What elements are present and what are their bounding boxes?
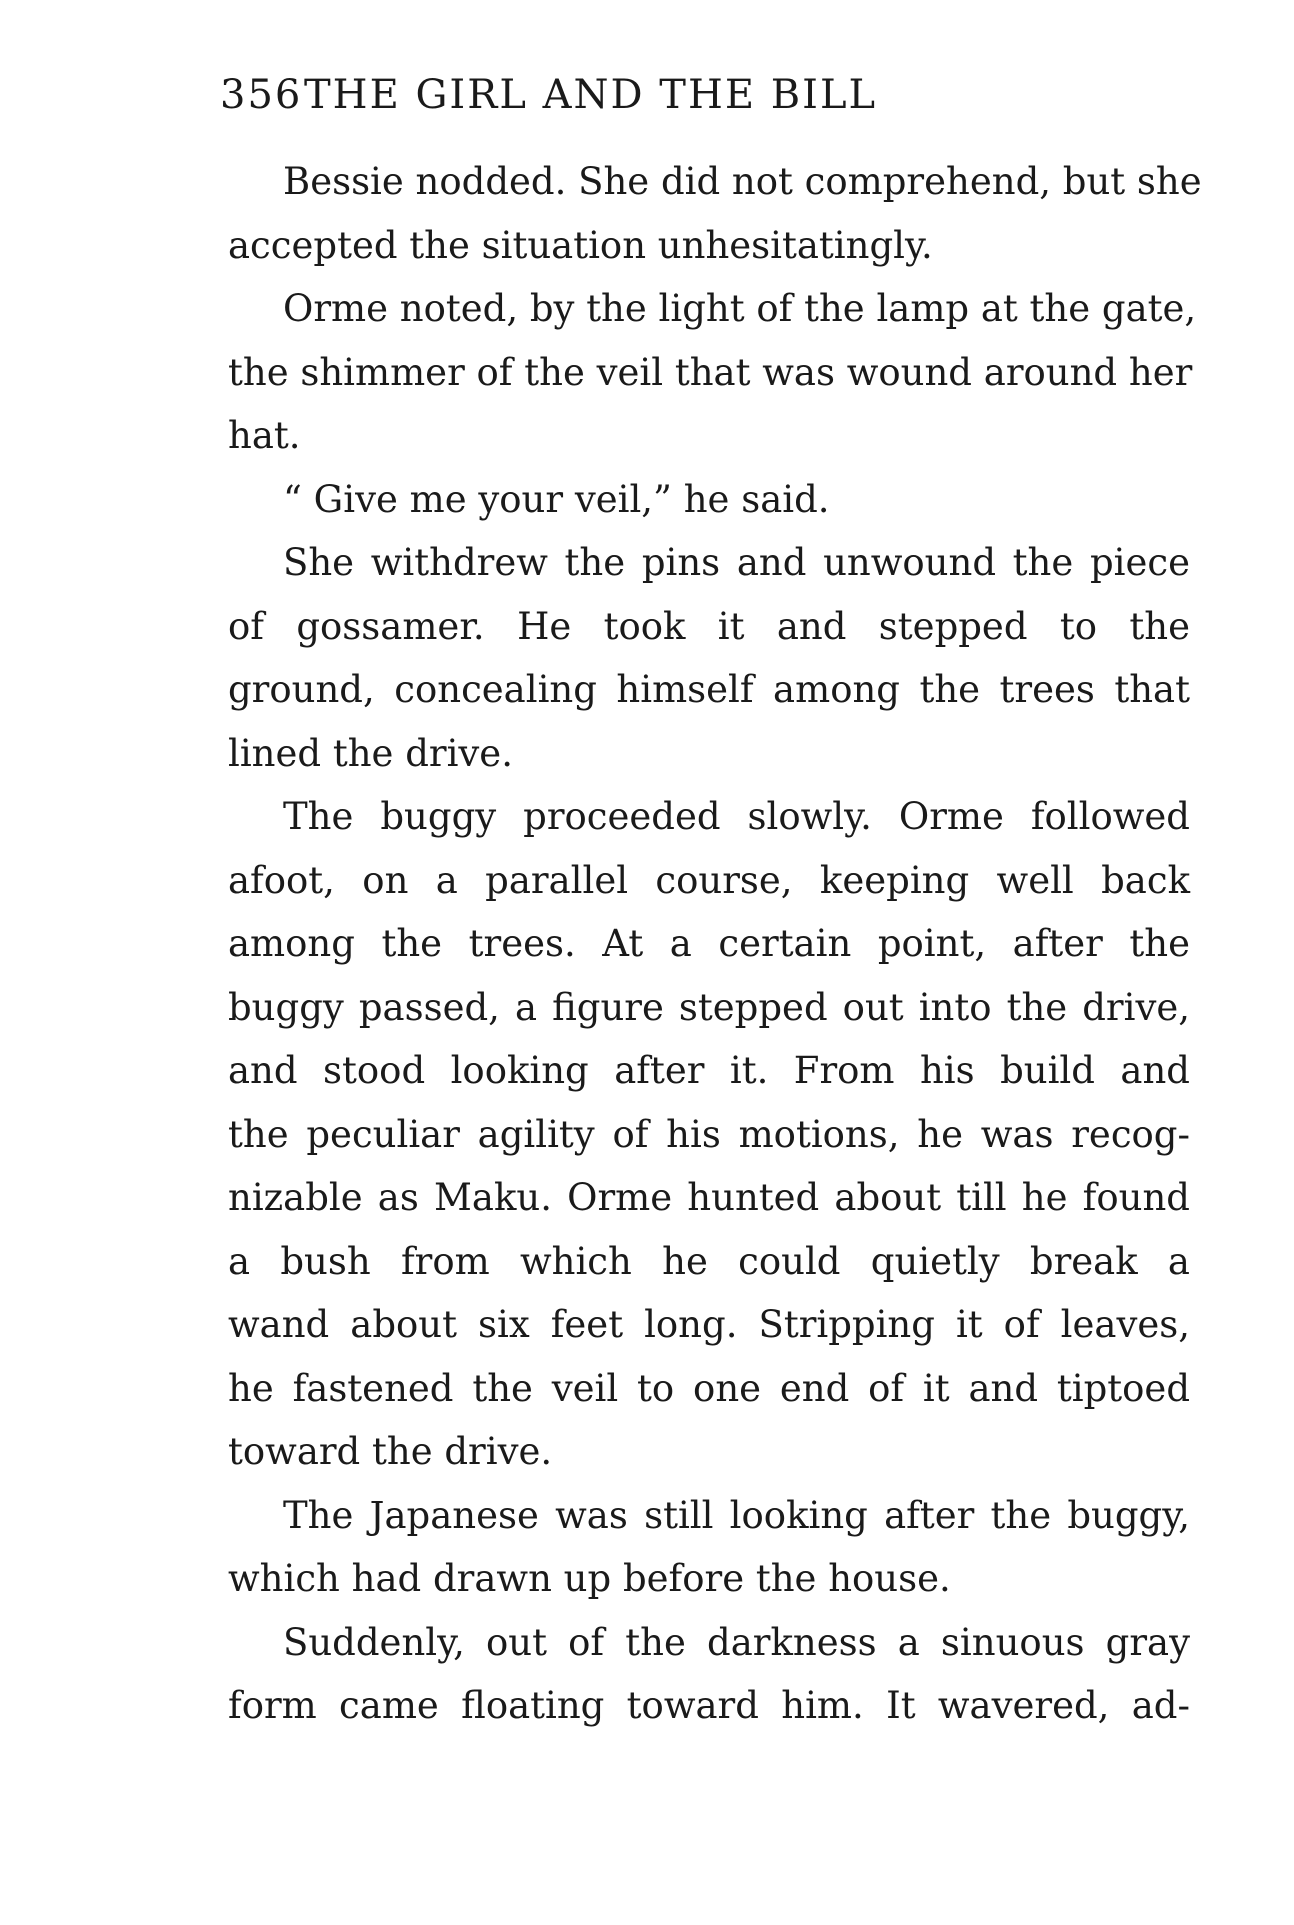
text-line: form came floating toward him. It wavered, ad- bbox=[228, 1684, 1190, 1727]
text-line: and stood looking after it. From his build and bbox=[228, 1049, 1190, 1092]
text-line: She withdrew the pins and unwound the piece bbox=[283, 541, 1190, 584]
body-text bbox=[228, 150, 1202, 1738]
text-line: The buggy proceeded slowly. Orme followed bbox=[283, 795, 1190, 838]
text-line: a bush from which he could quietly break a bbox=[228, 1239, 1190, 1283]
text-line: Bessie nodded. She did not comprehend, but she bbox=[283, 160, 1202, 203]
page-header bbox=[220, 72, 1020, 132]
text-line: The Japanese was still looking after the buggy, bbox=[283, 1493, 1190, 1537]
text-line: of gossamer. He took it and stepped to the bbox=[228, 604, 1190, 648]
text-line: wand about six feet long. Stripping it of leaves, bbox=[228, 1303, 1190, 1346]
text-line: buggy passed, a figure stepped out into the drive, bbox=[228, 985, 1190, 1029]
text-line: which had drawn up before the house. bbox=[228, 1557, 951, 1600]
text-line: toward the drive. bbox=[228, 1430, 553, 1473]
text-line: Suddenly, out of the darkness a sinuous gray bbox=[283, 1620, 1190, 1664]
text-line: nizable as Maku. Orme hunted about till he found bbox=[228, 1176, 1190, 1219]
text-line: Orme noted, by the light of the lamp at the gate, bbox=[283, 287, 1197, 330]
text-line: hat. bbox=[228, 414, 301, 457]
text-line: ground, concealing himself among the trees that bbox=[228, 668, 1190, 711]
text-line: afoot, on a parallel course, keeping well back bbox=[228, 858, 1190, 902]
text-line: accepted the situation unhesitatingly. bbox=[228, 223, 933, 267]
text-line: the shimmer of the veil that was wound around her bbox=[228, 350, 1193, 394]
text-line: “ Give me your veil,” he said. bbox=[283, 477, 830, 521]
page-number: 356 bbox=[220, 72, 303, 118]
text-line: the peculiar agility of his motions, he was recog- bbox=[228, 1112, 1190, 1156]
text-line: he fastened the veil to one end of it and tiptoed bbox=[228, 1366, 1190, 1410]
text-line: among the trees. At a certain point, after the bbox=[228, 922, 1190, 965]
running-head: THE GIRL AND THE BILL bbox=[304, 72, 878, 118]
text-line: lined the drive. bbox=[228, 731, 513, 775]
